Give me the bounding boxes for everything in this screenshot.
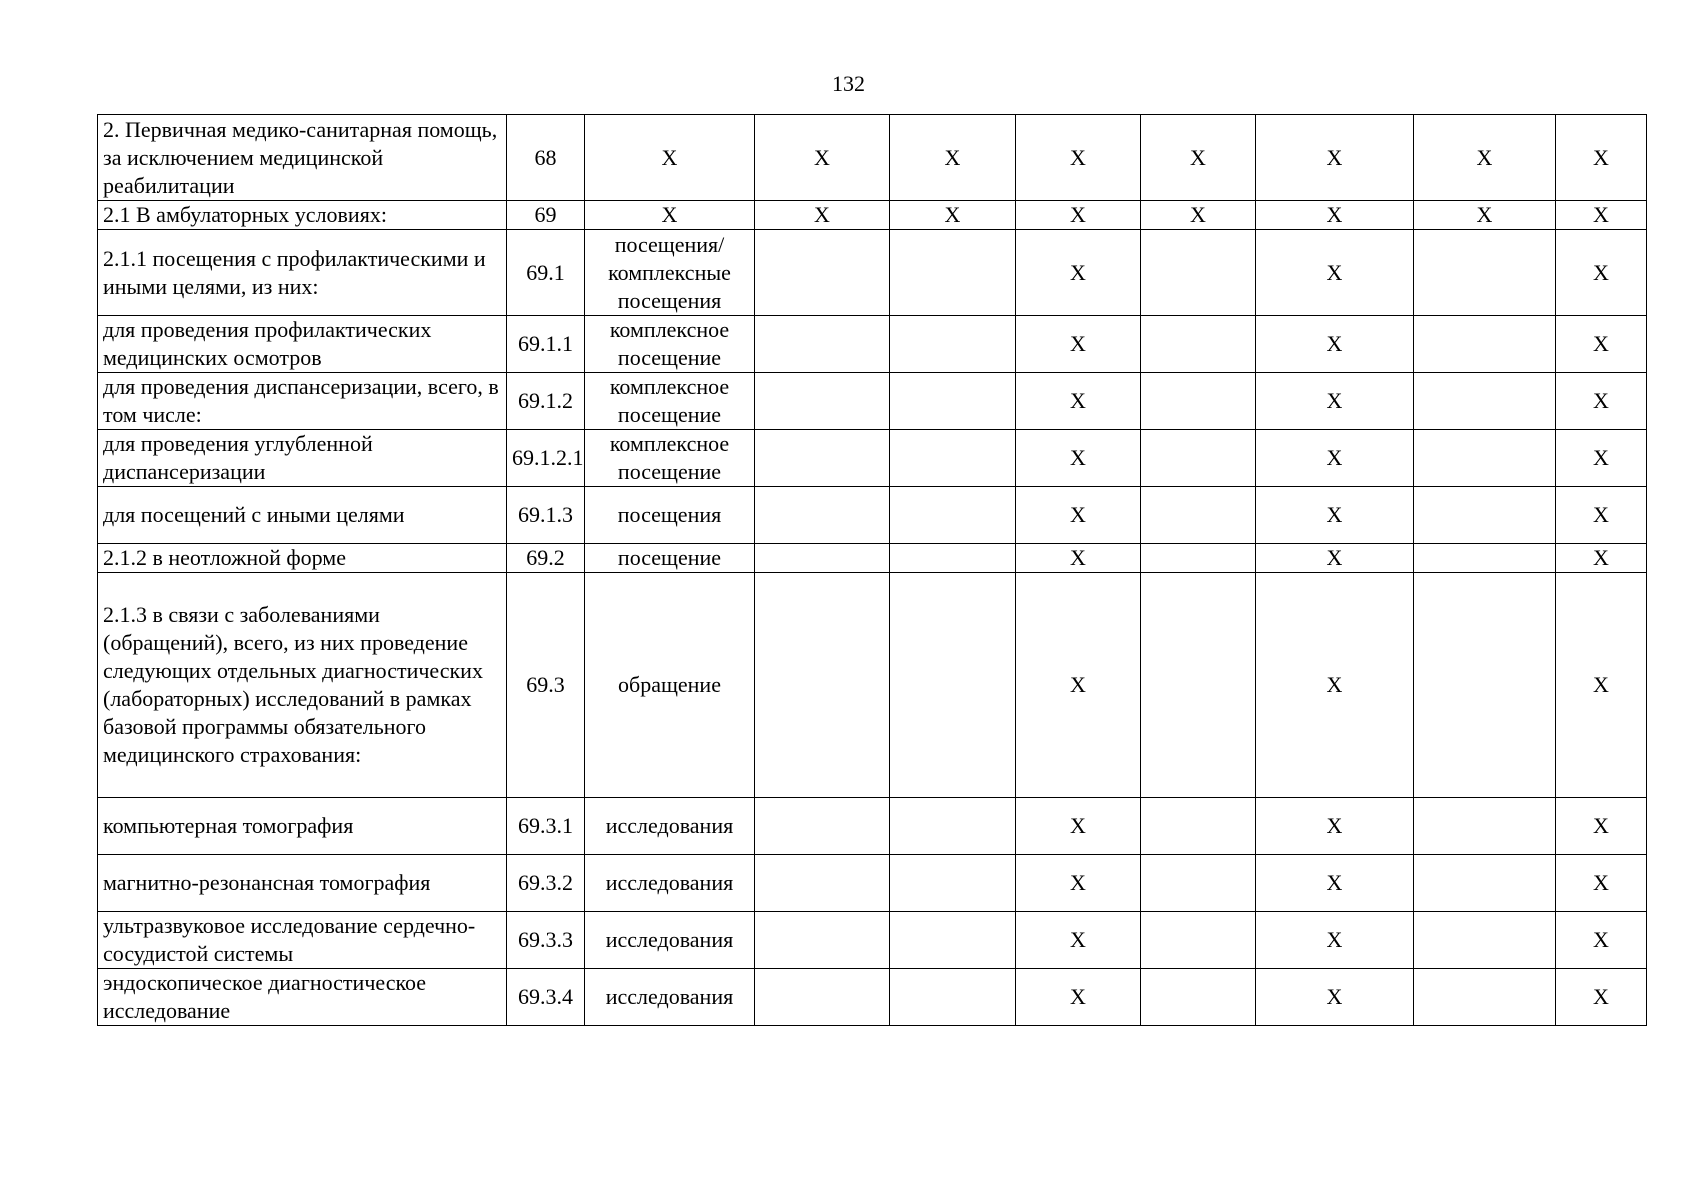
value-cell xyxy=(755,373,890,430)
table-row xyxy=(98,115,1647,201)
value-cell xyxy=(755,912,890,969)
value-cell: Х xyxy=(1016,912,1141,969)
table-row xyxy=(98,230,1647,316)
value-cell: Х xyxy=(1256,487,1414,544)
row-unit-cell: обращение xyxy=(585,573,755,798)
value-cell xyxy=(1141,798,1256,855)
row-code-cell: 69.3.3 xyxy=(507,912,585,969)
value-cell: Х xyxy=(1016,487,1141,544)
row-unit-cell: исследования xyxy=(585,855,755,912)
row-unit-cell: посещения/комплексные посещения xyxy=(585,230,755,316)
value-cell: Х xyxy=(1256,230,1414,316)
value-cell: Х xyxy=(755,201,890,230)
value-cell: Х xyxy=(1256,855,1414,912)
value-cell xyxy=(890,230,1016,316)
value-cell: Х xyxy=(1016,544,1141,573)
table-row xyxy=(98,855,1647,912)
value-cell: Х xyxy=(1016,316,1141,373)
value-cell xyxy=(1414,544,1556,573)
row-unit-cell: посещения xyxy=(585,487,755,544)
value-cell: Х xyxy=(890,115,1016,201)
value-cell xyxy=(890,573,1016,798)
value-cell xyxy=(755,544,890,573)
row-code-cell: 69.2 xyxy=(507,544,585,573)
value-cell: Х xyxy=(1556,316,1647,373)
value-cell: Х xyxy=(1414,201,1556,230)
value-cell: Х xyxy=(1256,373,1414,430)
value-cell: Х xyxy=(1256,544,1414,573)
value-cell: Х xyxy=(1256,316,1414,373)
value-cell: Х xyxy=(890,201,1016,230)
row-unit-cell: Х xyxy=(585,115,755,201)
value-cell xyxy=(890,969,1016,1026)
value-cell: Х xyxy=(1556,573,1647,798)
value-cell xyxy=(890,430,1016,487)
row-code-cell: 69.1.2.1 xyxy=(507,430,585,487)
value-cell xyxy=(890,544,1016,573)
row-name-cell: для проведения диспансеризации, всего, в том числе: xyxy=(98,373,507,430)
row-code-cell: 69 xyxy=(507,201,585,230)
value-cell: Х xyxy=(1141,115,1256,201)
value-cell xyxy=(1414,430,1556,487)
table-row xyxy=(98,487,1647,544)
value-cell xyxy=(1141,912,1256,969)
row-name-cell: компьютерная томография xyxy=(98,798,507,855)
row-unit-cell: Х xyxy=(585,201,755,230)
value-cell xyxy=(890,855,1016,912)
value-cell xyxy=(755,798,890,855)
value-cell: Х xyxy=(1016,798,1141,855)
table-row xyxy=(98,201,1647,230)
row-name-cell: 2.1.2 в неотложной форме xyxy=(98,544,507,573)
row-name-cell: магнитно-резонансная томография xyxy=(98,855,507,912)
row-unit-cell: комплексное посещение xyxy=(585,373,755,430)
table-row xyxy=(98,316,1647,373)
value-cell xyxy=(755,855,890,912)
value-cell: Х xyxy=(1016,430,1141,487)
row-unit-cell: комплексное посещение xyxy=(585,316,755,373)
value-cell: Х xyxy=(1256,969,1414,1026)
data-table xyxy=(97,114,1647,1026)
row-name-cell: 2.1 В амбулаторных условиях: xyxy=(98,201,507,230)
value-cell xyxy=(890,798,1016,855)
table-row xyxy=(98,544,1647,573)
value-cell: Х xyxy=(1256,115,1414,201)
row-code-cell: 69.1.1 xyxy=(507,316,585,373)
value-cell: Х xyxy=(1556,230,1647,316)
value-cell: Х xyxy=(1016,373,1141,430)
value-cell: Х xyxy=(1556,798,1647,855)
row-unit-cell: исследования xyxy=(585,969,755,1026)
value-cell: Х xyxy=(1556,969,1647,1026)
value-cell xyxy=(1414,373,1556,430)
row-name-cell: для проведения углубленной диспансеризации xyxy=(98,430,507,487)
value-cell xyxy=(1414,969,1556,1026)
value-cell: Х xyxy=(1256,201,1414,230)
table-body xyxy=(98,115,1647,1026)
value-cell: Х xyxy=(1556,373,1647,430)
row-code-cell: 69.3.4 xyxy=(507,969,585,1026)
value-cell xyxy=(755,573,890,798)
row-unit-cell: исследования xyxy=(585,798,755,855)
value-cell: Х xyxy=(1556,855,1647,912)
value-cell xyxy=(1414,573,1556,798)
row-unit-cell: посещение xyxy=(585,544,755,573)
value-cell: Х xyxy=(1016,201,1141,230)
value-cell xyxy=(1141,316,1256,373)
value-cell xyxy=(1414,798,1556,855)
value-cell: Х xyxy=(1556,544,1647,573)
row-name-cell: 2.1.3 в связи с заболеваниями (обращений), всего, из них проведение следующих отдельных диагностических (лабораторных) исследований в рамках базовой программы обязательного медицинского страхования: xyxy=(98,573,507,798)
row-name-cell: для посещений с иными целями xyxy=(98,487,507,544)
value-cell xyxy=(1141,373,1256,430)
value-cell: Х xyxy=(1256,912,1414,969)
row-unit-cell: комплексное посещение xyxy=(585,430,755,487)
table-row xyxy=(98,373,1647,430)
value-cell: Х xyxy=(1556,487,1647,544)
value-cell xyxy=(890,487,1016,544)
value-cell: Х xyxy=(1256,573,1414,798)
table-row xyxy=(98,969,1647,1026)
value-cell xyxy=(1141,544,1256,573)
value-cell: Х xyxy=(1256,798,1414,855)
value-cell xyxy=(755,316,890,373)
value-cell xyxy=(1414,316,1556,373)
value-cell: Х xyxy=(1556,912,1647,969)
row-code-cell: 69.1.3 xyxy=(507,487,585,544)
row-code-cell: 69.3.1 xyxy=(507,798,585,855)
value-cell xyxy=(755,430,890,487)
value-cell xyxy=(890,316,1016,373)
row-code-cell: 69.3.2 xyxy=(507,855,585,912)
value-cell: Х xyxy=(1016,115,1141,201)
row-name-cell: эндоскопическое диагностическое исследование xyxy=(98,969,507,1026)
value-cell xyxy=(890,912,1016,969)
value-cell: Х xyxy=(755,115,890,201)
value-cell xyxy=(1414,487,1556,544)
value-cell: Х xyxy=(1556,201,1647,230)
value-cell xyxy=(755,230,890,316)
value-cell xyxy=(1414,855,1556,912)
row-name-cell: 2.1.1 посещения с профилактическими и иными целями, из них: xyxy=(98,230,507,316)
table-row xyxy=(98,912,1647,969)
value-cell: Х xyxy=(1256,430,1414,487)
row-code-cell: 68 xyxy=(507,115,585,201)
value-cell: Х xyxy=(1016,230,1141,316)
row-name-cell: 2. Первичная медико-санитарная помощь, за исключением медицинской реабилитации xyxy=(98,115,507,201)
value-cell: Х xyxy=(1016,573,1141,798)
value-cell: Х xyxy=(1556,115,1647,201)
row-code-cell: 69.1 xyxy=(507,230,585,316)
table-row xyxy=(98,798,1647,855)
value-cell xyxy=(1141,573,1256,798)
value-cell: Х xyxy=(1556,430,1647,487)
value-cell xyxy=(1141,487,1256,544)
value-cell xyxy=(890,373,1016,430)
row-name-cell: для проведения профилактических медицинских осмотров xyxy=(98,316,507,373)
value-cell xyxy=(1141,855,1256,912)
value-cell: Х xyxy=(1016,855,1141,912)
value-cell xyxy=(1414,230,1556,316)
row-code-cell: 69.3 xyxy=(507,573,585,798)
value-cell: Х xyxy=(1141,201,1256,230)
row-code-cell: 69.1.2 xyxy=(507,373,585,430)
value-cell: Х xyxy=(1016,969,1141,1026)
table-row xyxy=(98,430,1647,487)
value-cell xyxy=(755,487,890,544)
value-cell xyxy=(1141,430,1256,487)
value-cell xyxy=(1141,230,1256,316)
row-unit-cell: исследования xyxy=(585,912,755,969)
row-name-cell: ультразвуковое исследование сердечно-сосудистой системы xyxy=(98,912,507,969)
page-number: 132 xyxy=(832,71,865,96)
value-cell: Х xyxy=(1414,115,1556,201)
value-cell xyxy=(755,969,890,1026)
table-row xyxy=(98,573,1647,798)
value-cell xyxy=(1141,969,1256,1026)
value-cell xyxy=(1414,912,1556,969)
